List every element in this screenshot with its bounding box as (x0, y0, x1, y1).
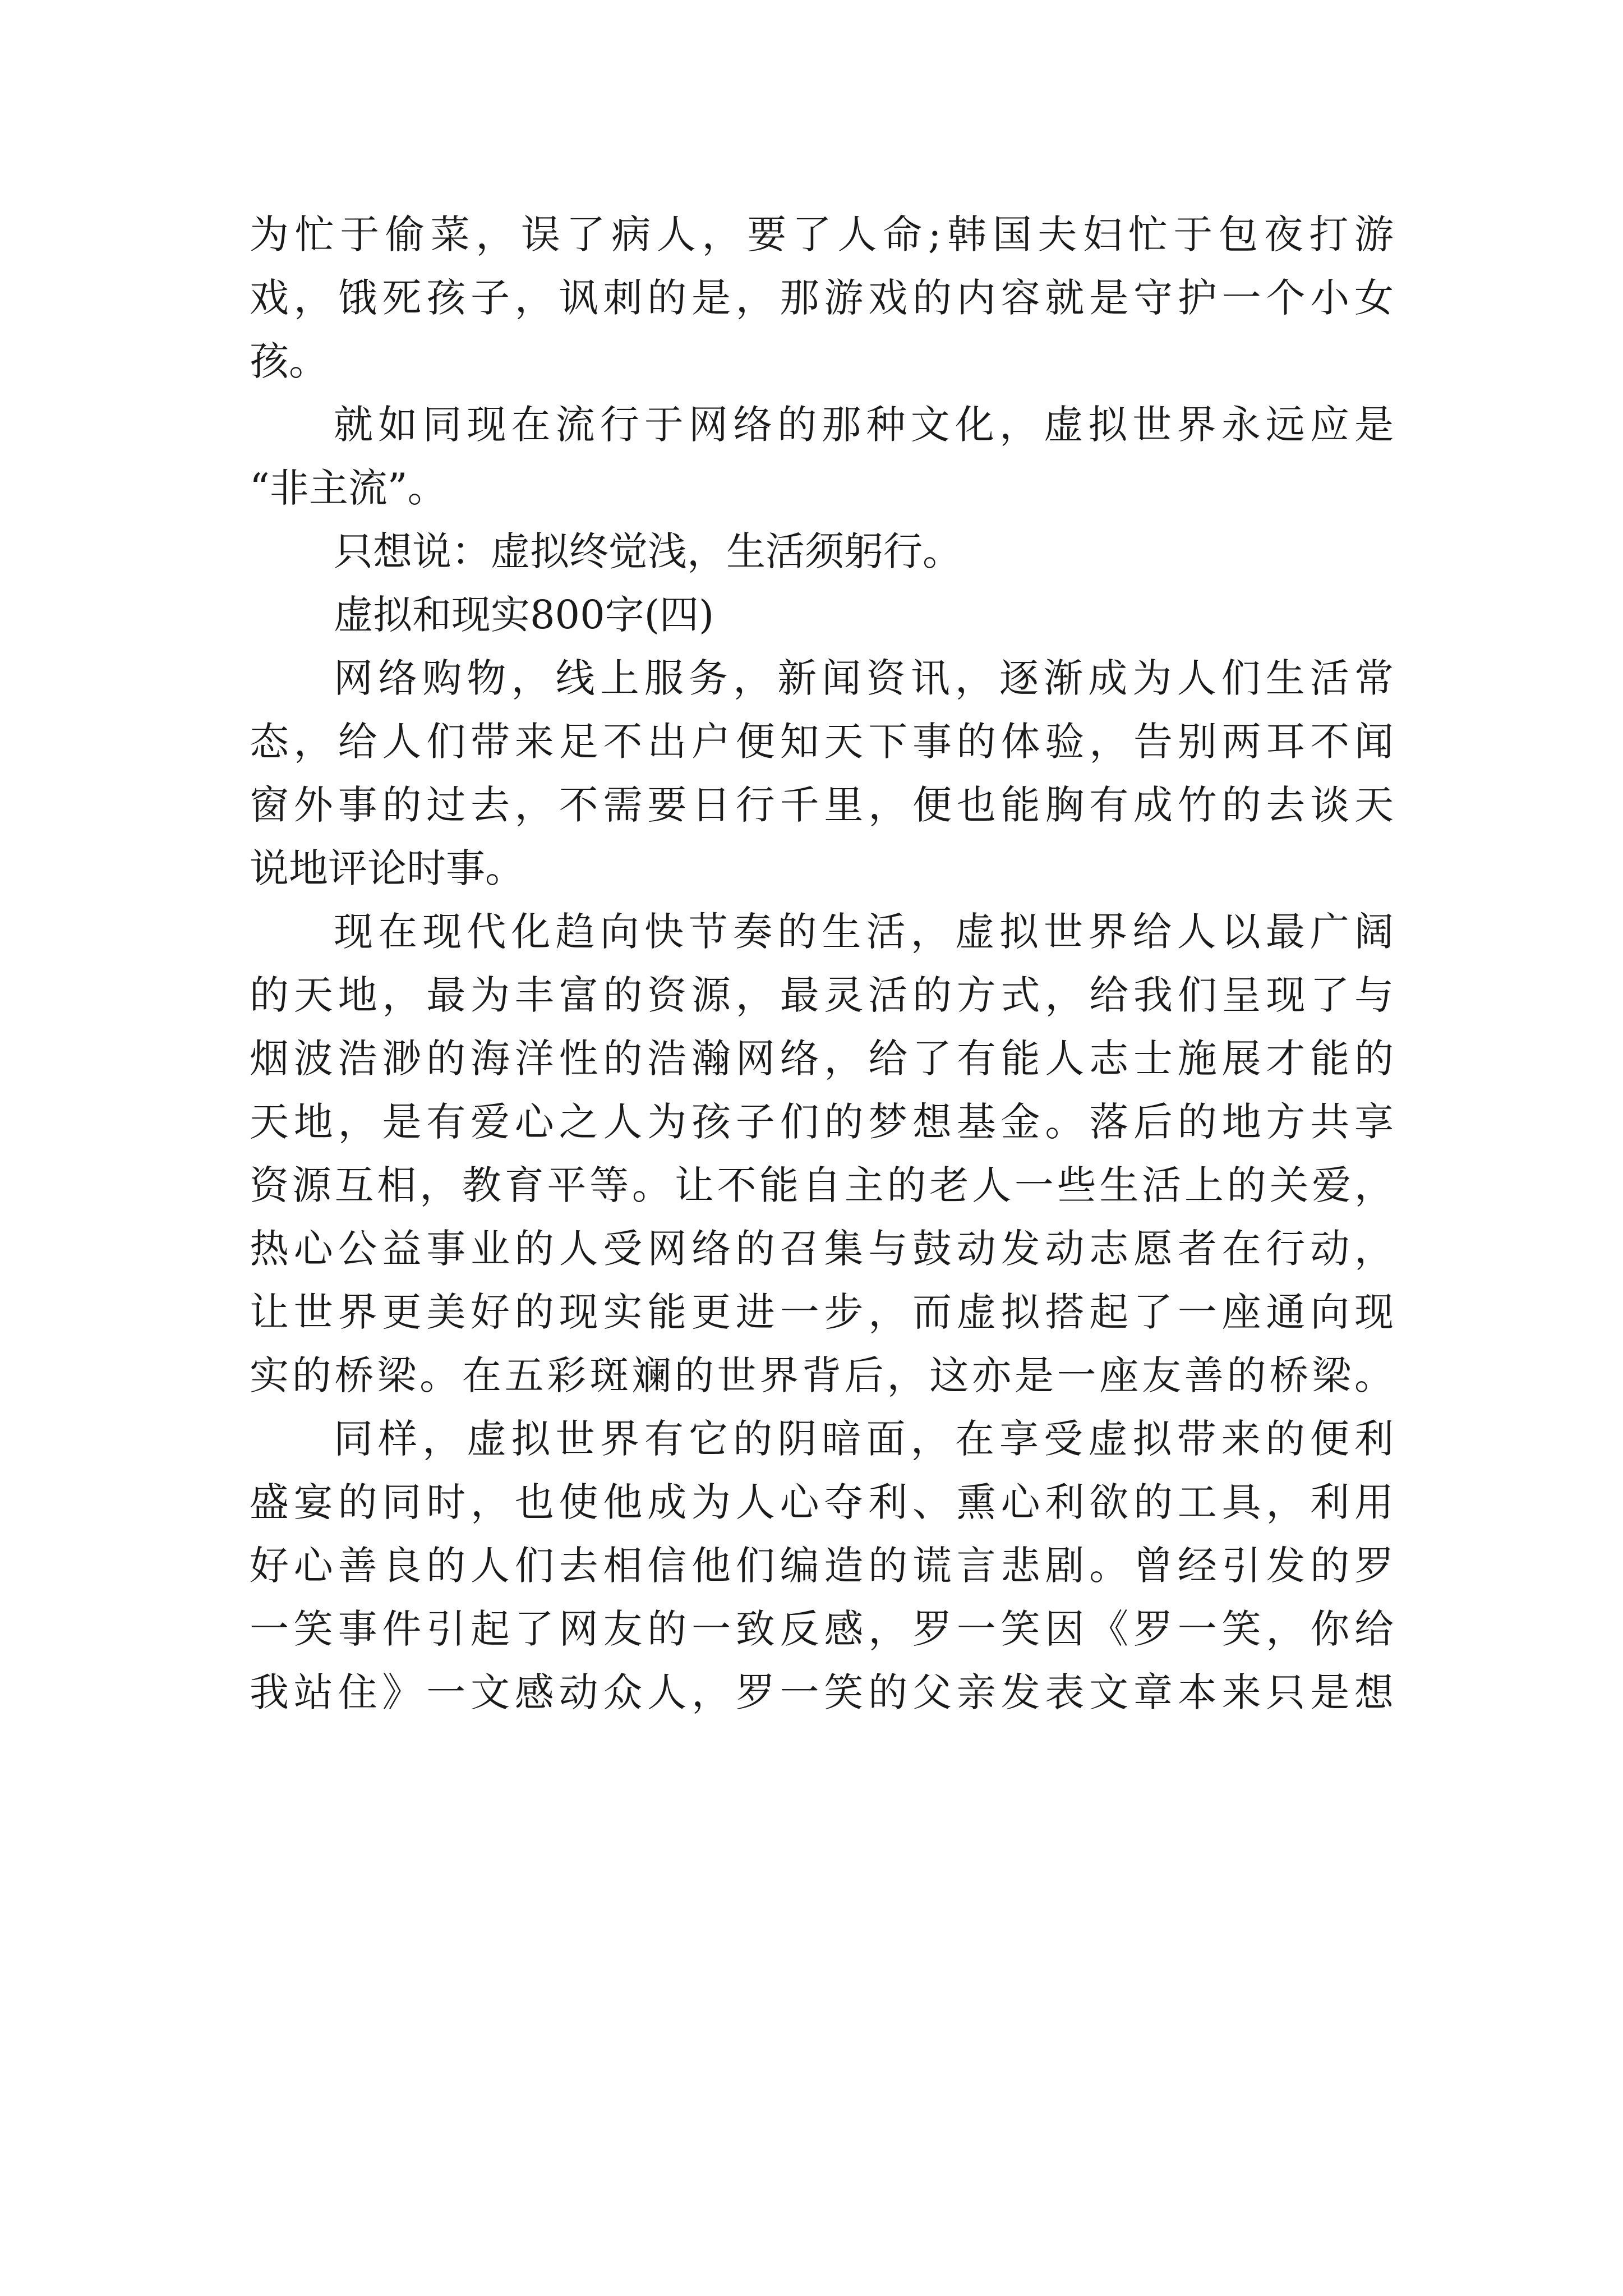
paragraph (250, 520, 1394, 583)
text-line: 就如同现在流行于网络的那种文化，虚拟世界永远应是 (334, 402, 1394, 448)
text-line: 烟波浩渺的海洋性的浩瀚网络，给了有能人志士施展才能的 (250, 1036, 1394, 1082)
text-line: 实的桥梁。在五彩斑斓的世界背后，这亦是一座友善的桥梁。 (250, 1352, 1394, 1398)
text-line: 资源互相，教育平等。让不能自主的老人一些生活上的关爱， (250, 1162, 1394, 1208)
paragraph (250, 203, 1394, 393)
text-line: 说地评论时事。 (250, 845, 524, 891)
text-line: 让世界更美好的现实能更进一步，而虚拟搭起了一座通向现 (250, 1289, 1394, 1335)
text-line: 我站住》一文感动众人，罗一笑的父亲发表文章本来只是想 (250, 1669, 1394, 1715)
text-line: 戏，饿死孩子，讽刺的是，那游戏的内容就是守护一个小女 (250, 275, 1394, 321)
text-line: 孩。 (250, 338, 328, 384)
text-line: 好心善良的人们去相信他们编造的谎言悲剧。曾经引发的罗 (250, 1543, 1394, 1589)
text-line: 热心公益事业的人受网络的召集与鼓动发动志愿者在行动， (250, 1226, 1394, 1272)
document-body (250, 203, 1394, 1724)
text-line: 一笑事件引起了网友的一致反感，罗一笑因《罗一笑，你给 (250, 1606, 1394, 1652)
text-line: 天地，是有爱心之人为孩子们的梦想基金。落后的地方共享 (250, 1099, 1394, 1145)
paragraph (250, 900, 1394, 1407)
text-line: 为忙于偷菜，误了病人，要了人命;韩国夫妇忙于包夜打游 (250, 211, 1394, 257)
text-line: 同样，虚拟世界有它的阴暗面，在享受虚拟带来的便利 (334, 1416, 1394, 1462)
text-line: 的天地，最为丰富的资源，最灵活的方式，给我们呈现了与 (250, 972, 1394, 1018)
section-heading (250, 583, 1394, 647)
text-line: “非主流”。 (250, 465, 447, 511)
text-line: 态，给人们带来足不出户便知天下事的体验，告别两耳不闻 (250, 719, 1394, 765)
text-line: 网络购物，线上服务，新闻资讯，逐渐成为人们生活常 (334, 655, 1394, 701)
text-line: 盛宴的同时，也使他成为人心夺利、熏心利欲的工具，利用 (250, 1479, 1394, 1525)
text-line: 只想说：虚拟终觉浅，生活须躬行。 (334, 528, 962, 574)
text-line: 现在现代化趋向快节奏的生活，虚拟世界给人以最广阔 (334, 909, 1394, 955)
paragraph (250, 647, 1394, 900)
paragraph (250, 1407, 1394, 1724)
paragraph (250, 393, 1394, 520)
text-line: 虚拟和现实800字(四) (334, 592, 714, 638)
text-line: 窗外事的过去，不需要日行千里，便也能胸有成竹的去谈天 (250, 782, 1394, 828)
